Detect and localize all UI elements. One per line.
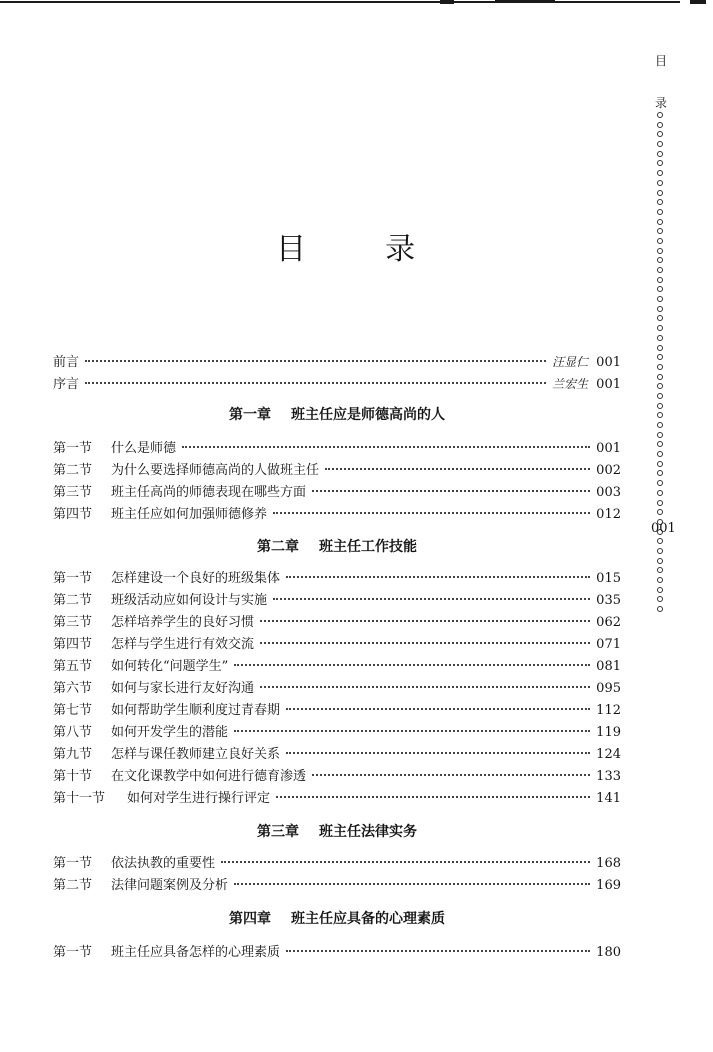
chapter-name: 班主任应具备的心理素质 — [291, 911, 445, 927]
chapter-number: 第四章 — [229, 911, 271, 927]
entry-page: 015 — [596, 571, 621, 586]
dot-leader — [260, 686, 590, 688]
entry-title: 序言 — [53, 377, 80, 392]
entry-page: 002 — [596, 463, 621, 478]
toc-entry[interactable] — [53, 701, 621, 721]
section-number: 第一节 — [53, 945, 93, 960]
dot-leader — [276, 796, 590, 798]
chapter-name: 班主任法律实务 — [319, 824, 417, 840]
entry-page: 012 — [596, 507, 621, 522]
side-title-char: 目 — [655, 54, 668, 68]
toc-entry-foreword[interactable] — [53, 374, 621, 394]
section-title: 如何开发学生的潜能 — [111, 725, 229, 740]
side-dot — [657, 180, 663, 186]
toc-entry[interactable] — [53, 505, 621, 525]
section-number: 第十节 — [53, 769, 93, 784]
section-title: 班级活动应如何设计与实施 — [111, 593, 268, 608]
side-dot — [657, 538, 663, 544]
dot-leader — [312, 774, 590, 776]
side-dot — [657, 432, 663, 438]
side-dot — [657, 480, 663, 486]
side-dot — [657, 490, 663, 496]
chapter-name: 班主任工作技能 — [319, 539, 417, 555]
side-dot — [657, 441, 663, 447]
chapter-number: 第三章 — [257, 824, 299, 840]
toc-entry[interactable] — [53, 876, 621, 896]
section-title: 为什么要选择师德高尚的人做班主任 — [111, 463, 320, 478]
side-dot — [657, 509, 663, 515]
page-title — [276, 224, 415, 268]
entry-author: 汪显仁 — [552, 355, 589, 369]
side-dot — [657, 277, 663, 283]
page-number: 001 — [651, 521, 676, 536]
dot-leader — [260, 620, 590, 622]
section-number: 第六节 — [53, 681, 93, 696]
entry-author: 兰宏生 — [552, 377, 589, 391]
toc-entry[interactable] — [53, 613, 621, 633]
toc-entry[interactable] — [53, 854, 621, 874]
dot-leader — [234, 730, 590, 732]
entry-page: 071 — [596, 637, 621, 652]
side-dot — [657, 403, 663, 409]
entry-page: 001 — [596, 441, 621, 456]
side-dot — [657, 606, 663, 612]
section-number: 第一节 — [53, 856, 93, 871]
chapter-number: 第二章 — [257, 539, 299, 555]
page-title-char: 录 — [385, 232, 416, 267]
dot-leader — [325, 468, 590, 470]
section-number: 第七节 — [53, 703, 93, 718]
section-title: 怎样与课任教师建立良好关系 — [111, 747, 281, 762]
side-dot — [657, 383, 663, 389]
entry-page: 062 — [596, 615, 621, 630]
section-title: 什么是师德 — [111, 441, 177, 456]
side-dot — [657, 257, 663, 263]
section-number: 第八节 — [53, 725, 93, 740]
side-dot — [657, 354, 663, 360]
dot-leader — [286, 752, 590, 754]
section-title: 怎样与学生进行有效交流 — [111, 637, 255, 652]
section-number: 第九节 — [53, 747, 93, 762]
dot-leader — [85, 382, 546, 384]
section-title: 如何帮助学生顺利度过青春期 — [111, 703, 281, 718]
chapter-heading[interactable] — [53, 537, 621, 557]
entry-page: 168 — [596, 856, 621, 871]
section-title: 班主任高尚的师德表现在哪些方面 — [111, 485, 307, 500]
chapter-heading[interactable] — [53, 909, 621, 929]
section-title: 依法执教的重要性 — [111, 856, 216, 871]
entry-page: 035 — [596, 593, 621, 608]
dot-leader — [286, 950, 590, 952]
side-dot — [657, 267, 663, 273]
section-number: 第二节 — [53, 878, 93, 893]
side-dot — [657, 596, 663, 602]
entry-page: 001 — [596, 377, 621, 392]
entry-title: 前言 — [53, 355, 80, 370]
side-dot — [657, 470, 663, 476]
side-dot — [657, 587, 663, 593]
top-mark — [690, 0, 706, 4]
entry-page: 119 — [596, 725, 621, 740]
side-dot — [657, 567, 663, 573]
section-title: 如何对学生进行操行评定 — [127, 791, 271, 806]
toc-entry[interactable] — [53, 943, 621, 963]
toc-entry[interactable] — [53, 723, 621, 743]
side-dot — [657, 315, 663, 321]
side-dot — [657, 199, 663, 205]
side-dot — [657, 248, 663, 254]
toc-entry[interactable] — [53, 461, 621, 481]
side-dot — [657, 112, 663, 118]
side-dot — [657, 558, 663, 564]
side-dot — [657, 577, 663, 583]
entry-page: 141 — [596, 791, 621, 806]
side-dot-column — [657, 112, 665, 616]
top-mark — [495, 0, 555, 3]
side-dot — [657, 393, 663, 399]
side-dot — [657, 325, 663, 331]
top-border — [0, 0, 713, 5]
side-dot — [657, 306, 663, 312]
section-number: 第二节 — [53, 463, 93, 478]
entry-page: 003 — [596, 485, 621, 500]
chapter-heading[interactable] — [53, 405, 621, 425]
side-dot — [657, 170, 663, 176]
side-dot — [657, 141, 663, 147]
toc-entry[interactable] — [53, 439, 621, 459]
top-mark — [440, 0, 454, 4]
chapter-heading[interactable] — [53, 822, 621, 842]
section-title: 如何转化“问题学生” — [111, 659, 229, 674]
dot-leader — [260, 642, 590, 644]
entry-page: 001 — [596, 355, 621, 370]
side-dot — [657, 238, 663, 244]
side-dot — [657, 286, 663, 292]
section-title: 法律问题案例及分析 — [111, 878, 229, 893]
page-title-char: 目 — [276, 232, 306, 267]
dot-leader — [182, 446, 590, 448]
section-number: 第四节 — [53, 637, 93, 652]
side-dot — [657, 451, 663, 457]
side-dot — [657, 131, 663, 137]
section-title: 怎样建设一个良好的班级集体 — [111, 571, 281, 586]
side-dot — [657, 548, 663, 554]
entry-page: 081 — [596, 659, 621, 674]
dot-leader — [286, 576, 590, 578]
entry-page: 124 — [596, 747, 621, 762]
side-dot — [657, 335, 663, 341]
section-number: 第一节 — [53, 441, 93, 456]
entry-page: 095 — [596, 681, 621, 696]
side-dot — [657, 151, 663, 157]
section-title: 在文化课教学中如何进行德育渗透 — [111, 769, 307, 784]
section-number: 第三节 — [53, 485, 93, 500]
toc-entry[interactable] — [53, 657, 621, 677]
side-dot — [657, 345, 663, 351]
dot-leader — [221, 861, 590, 863]
section-number: 第十一节 — [53, 791, 106, 806]
dot-leader — [273, 512, 590, 514]
section-title: 班主任应如何加强师德修养 — [111, 507, 268, 522]
dot-leader — [85, 360, 546, 362]
side-dot — [657, 412, 663, 418]
top-rule — [0, 1, 680, 3]
side-dot — [657, 374, 663, 380]
toc-entry[interactable] — [53, 483, 621, 503]
side-dot — [657, 228, 663, 234]
side-dot — [657, 122, 663, 128]
dot-leader — [234, 883, 590, 885]
section-number: 第一节 — [53, 571, 93, 586]
side-dot — [657, 500, 663, 506]
dot-leader — [234, 664, 590, 666]
side-title-char: 录 — [655, 96, 668, 110]
section-title: 怎样培养学生的良好习惯 — [111, 615, 255, 630]
entry-page: 180 — [596, 945, 621, 960]
toc-entry[interactable] — [53, 789, 621, 809]
side-dot — [657, 296, 663, 302]
section-title: 如何与家长进行友好沟通 — [111, 681, 255, 696]
toc-entry[interactable] — [53, 569, 621, 589]
dot-leader — [273, 598, 590, 600]
section-number: 第五节 — [53, 659, 93, 674]
side-dot — [657, 160, 663, 166]
toc-entry[interactable] — [53, 679, 621, 699]
side-dot — [657, 364, 663, 370]
entry-page: 112 — [596, 703, 621, 718]
section-number: 第二节 — [53, 593, 93, 608]
chapter-number: 第一章 — [229, 407, 271, 423]
side-dot — [657, 422, 663, 428]
entry-page: 133 — [596, 769, 621, 784]
entry-page: 169 — [596, 878, 621, 893]
section-title: 班主任应具备怎样的心理素质 — [111, 945, 281, 960]
toc-entry[interactable] — [53, 591, 621, 611]
section-number: 第四节 — [53, 507, 93, 522]
side-dot — [657, 209, 663, 215]
dot-leader — [286, 708, 590, 710]
toc-entry[interactable] — [53, 635, 621, 655]
dot-leader — [312, 490, 590, 492]
side-dot — [657, 190, 663, 196]
toc-entry[interactable] — [53, 767, 621, 787]
section-number: 第三节 — [53, 615, 93, 630]
side-dot — [657, 219, 663, 225]
toc-entry-preface[interactable] — [53, 352, 621, 372]
chapter-name: 班主任应是师德高尚的人 — [291, 407, 445, 423]
side-dot — [657, 461, 663, 467]
toc-entry[interactable] — [53, 745, 621, 765]
